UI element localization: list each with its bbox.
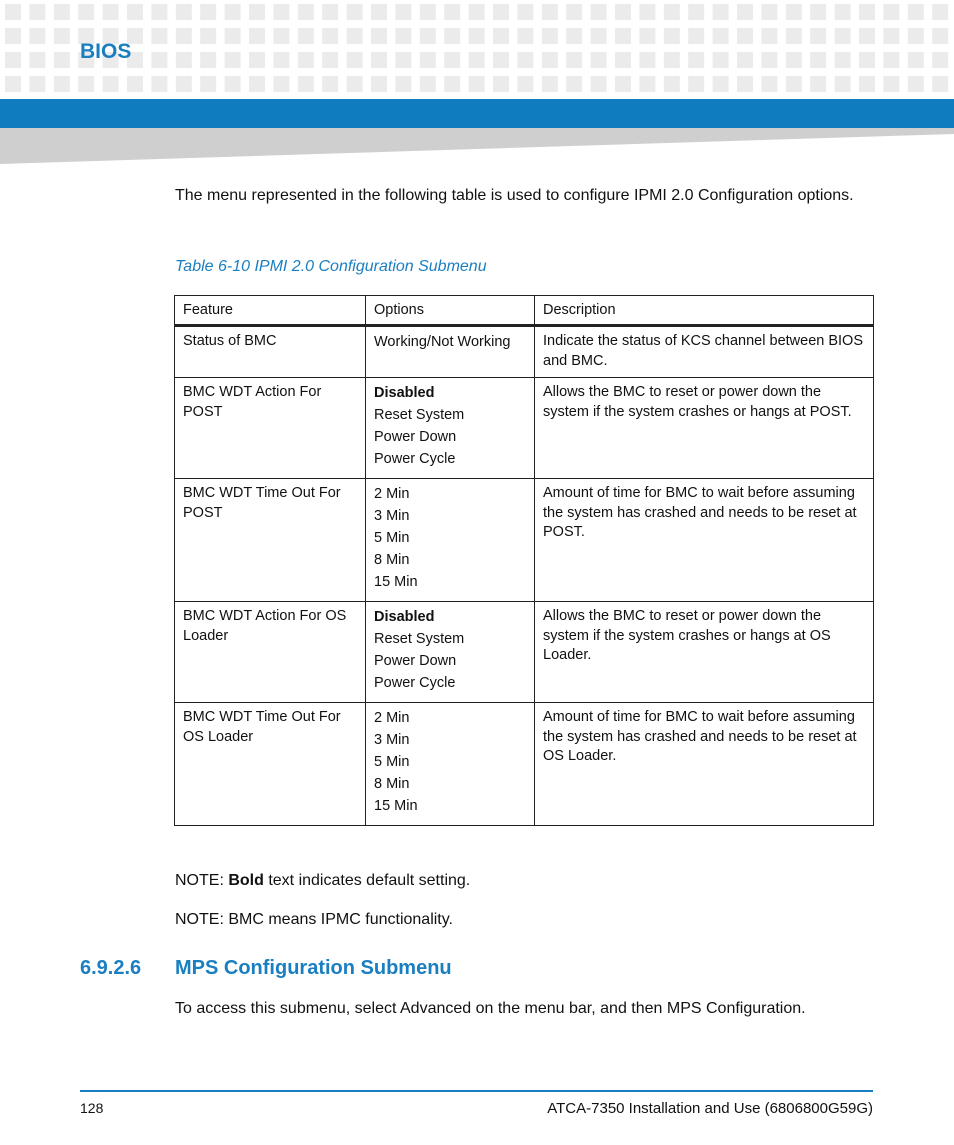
option-value: Power Down [374,429,457,445]
option-value: 3 Min [374,732,410,748]
option-value: 5 Min [374,754,410,770]
cell-feature: BMC WDT Time Out For OS Loader [175,703,366,826]
cell-description: Amount of time for BMC to wait before assuming the system has crashed and needs to be reset at POST. [535,479,874,602]
table-row [175,326,874,378]
section-title: MPS Configuration Submenu [175,957,452,979]
option-value: Disabled [374,385,435,401]
cell-options [366,703,535,826]
section-heading [80,957,452,980]
option-value: 15 Min [374,798,418,814]
option-value: Reset System [374,631,465,647]
note-default-setting [175,872,470,890]
cell-feature: BMC WDT Action For OS Loader [175,602,366,703]
note1-suffix: text indicates default setting. [263,872,471,889]
option-value: Disabled [374,609,435,625]
option-value: Power Cycle [374,675,456,691]
document-title: ATCA-7350 Installation and Use (6806800G59G) [547,1100,873,1117]
cell-description: Allows the BMC to reset or power down the system if the system crashes or hangs at POST. [535,378,874,479]
grey-swoosh-graphic [0,128,954,164]
note1-prefix: NOTE: [175,872,229,889]
cell-options [366,602,535,703]
cell-options [366,326,535,378]
cell-options [366,479,535,602]
table-header-row [175,296,874,326]
table-row [175,703,874,826]
note1-bold: Bold [228,872,264,889]
table-row [175,378,874,479]
option-value: 15 Min [374,574,418,590]
cell-description: Amount of time for BMC to wait before assuming the system has crashed and needs to be reset at OS Loader. [535,703,874,826]
page-number: 128 [80,1100,104,1116]
header-dot-pattern [0,0,954,95]
intro-paragraph: The menu represented in the following table is used to configure IPMI 2.0 Configuration options. [175,187,854,204]
header-blue-band [0,99,954,128]
header-options: Options [366,296,535,326]
option-value: 3 Min [374,508,410,524]
chapter-title: BIOS [80,40,132,63]
cell-feature: BMC WDT Action For POST [175,378,366,479]
ipmi-config-table [174,295,874,826]
option-value: 8 Min [374,776,410,792]
footer-rule [80,1090,873,1092]
header-grey-swoosh [0,128,954,164]
option-value: Reset System [374,407,465,423]
cell-options [366,378,535,479]
option-value: 2 Min [374,486,410,502]
header-description: Description [535,296,874,326]
section-body: To access this submenu, select Advanced on the menu bar, and then MPS Configuration. [175,1000,806,1017]
table-caption: Table 6-10 IPMI 2.0 Configuration Submenu [175,258,487,275]
option-value: 2 Min [374,710,410,726]
cell-feature: Status of BMC [175,326,366,378]
table-row [175,602,874,703]
option-value: 8 Min [374,552,410,568]
option-value: Power Down [374,653,457,669]
option-value: Power Cycle [374,451,456,467]
cell-description: Indicate the status of KCS channel between BIOS and BMC. [535,326,874,378]
option-value: Working/Not Working [374,334,511,350]
note-bmc-ipmc: NOTE: BMC means IPMC functionality. [175,911,453,928]
option-value: 5 Min [374,530,410,546]
dot-pattern-graphic [0,0,954,95]
cell-description: Allows the BMC to reset or power down the system if the system crashes or hangs at OS Loader. [535,602,874,703]
table-row [175,479,874,602]
cell-feature: BMC WDT Time Out For POST [175,479,366,602]
header-feature: Feature [175,296,366,326]
section-number: 6.9.2.6 [80,957,142,979]
